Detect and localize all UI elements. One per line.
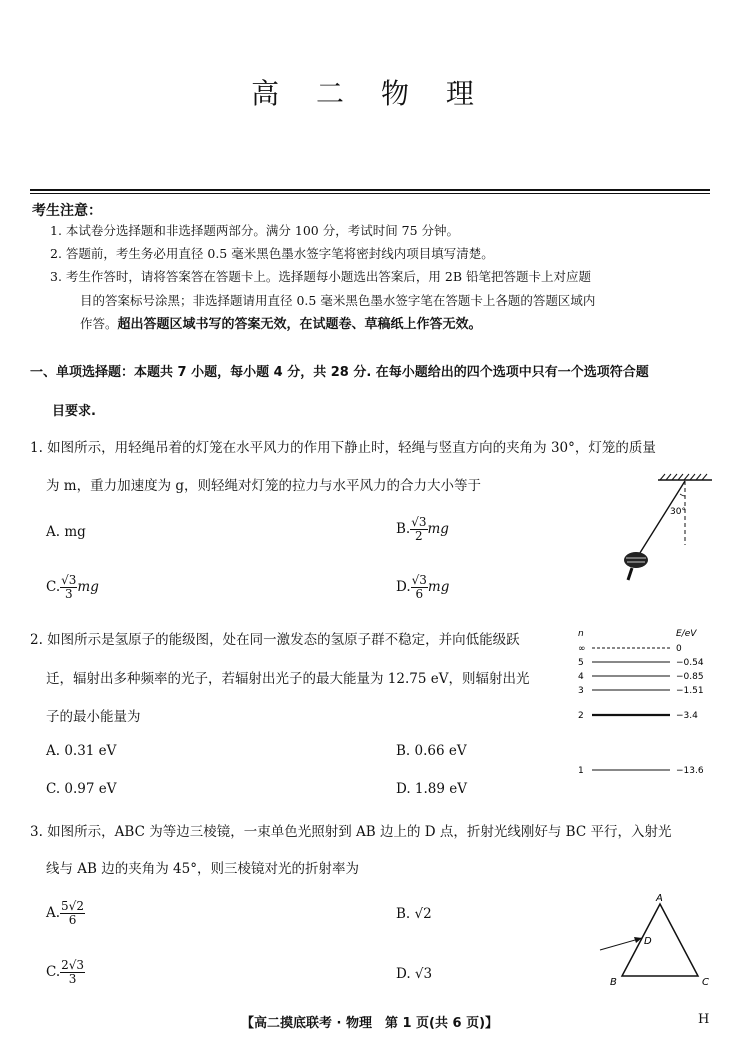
q3-label-d: D (644, 936, 652, 947)
paper-version-code: H (698, 1012, 710, 1027)
q2-level-energy-label: 0 (676, 644, 682, 654)
q1-option-c-label: C. (46, 579, 61, 595)
q3-label-a: A (656, 893, 663, 904)
q1-option-b-denominator: 2 (415, 529, 423, 543)
q2-n-header: n (578, 629, 584, 639)
q1-option-b (396, 516, 449, 543)
q3-stem-line-1: 3. 如图所示，ABC 为等边三棱镜，一束单色光照射到 AB 边上的 D 点，折射光线刚好与 BC 平行，入射光 (30, 824, 672, 840)
q1-option-c (46, 574, 99, 601)
q2-stem-line-3: 子的最小能量为 (46, 709, 141, 725)
q2-level-n-label: 1 (578, 766, 584, 776)
notice-item-3-line-2: 目的答案标号涂黑；非选择题请用直径 0.5 毫米黑色墨水签字笔在答题卡上各题的答题区域内 (80, 293, 596, 308)
q1-option-d (396, 574, 449, 601)
q1-option-d-tail: mg (427, 579, 450, 595)
q2-stem-line-1: 2. 如图所示是氢原子的能级图，处在同一激发态的氢原子群不稳定，并向低能级跃 (30, 632, 520, 648)
q3-option-a (46, 900, 85, 927)
q2-level-energy-label: −1.51 (676, 686, 704, 696)
q1-angle-arc (680, 494, 685, 496)
q3-option-a-label: A. (46, 905, 61, 921)
q1-option-b-tail: mg (427, 521, 449, 537)
q2-level-n-label: ∞ (578, 644, 586, 654)
q3-option-c-fraction (60, 959, 85, 986)
header-rule-thin (30, 193, 710, 194)
q1-option-b-label: B. (396, 521, 411, 537)
q2-energy-level-diagram (572, 624, 722, 780)
q1-angle-label: 30° (670, 507, 686, 517)
section-1-heading-line-2: 目要求. (52, 404, 96, 419)
q1-lantern (624, 552, 648, 580)
q3-option-b: B. √2 (396, 906, 432, 922)
q1-stem-line-1: 1. 如图所示，用轻绳吊着的灯笼在水平风力的作用下静止时，轻绳与竖直方向的夹角为 30°，灯笼的质量 (30, 440, 656, 456)
q1-option-b-numerator: √3 (411, 515, 427, 529)
notice-item-1: 1. 本试卷分选择题和非选择题两部分。满分 100 分，考试时间 75 分钟。 (50, 223, 460, 238)
q1-option-b-fraction (410, 516, 427, 543)
q3-option-a-denominator: 6 (68, 913, 77, 927)
q2-level-energy-label: −0.85 (676, 672, 704, 682)
q2-e-header: E/eV (676, 629, 697, 639)
q3-option-d: D. √3 (396, 966, 433, 982)
q1-ceiling-hatch (660, 474, 707, 480)
notice-item-3-line-1: 3. 考生作答时，请将答案答在答题卡上。选择题每小题选出答案后，用 2B 铅笔把答题卡上对应题 (50, 269, 591, 284)
q1-lantern-figure (610, 470, 720, 585)
q2-option-c: C. 0.97 eV (46, 781, 117, 797)
notice-heading: 考生注意： (32, 203, 102, 219)
q3-label-b: B (610, 977, 617, 988)
q2-levels (578, 644, 704, 776)
header-rule-thick (30, 189, 710, 191)
q3-option-c-label: C. (46, 964, 61, 980)
q3-option-c (46, 959, 85, 986)
q3-stem-line-2: 线与 AB 边的夹角为 45°，则三棱镜对光的折射率为 (46, 861, 359, 877)
q2-level-energy-label: −13.6 (676, 766, 704, 776)
q2-option-a: A. 0.31 eV (46, 743, 117, 759)
page-footer: 【高二摸底联考 · 物理 第 1 页(共 6 页)】 (240, 1016, 499, 1031)
q1-option-c-tail: mg (77, 579, 99, 595)
q2-level-n-label: 2 (578, 711, 584, 721)
q3-label-c: C (702, 977, 709, 988)
q2-level-energy-label: −3.4 (676, 711, 698, 721)
notice-item-3-plain: 作答。 (80, 316, 118, 331)
page-title: 高 二 物 理 (251, 77, 488, 110)
q3-option-c-denominator: 3 (68, 972, 77, 986)
q3-option-c-numerator: 2√3 (61, 958, 85, 972)
q2-option-d: D. 1.89 eV (396, 781, 468, 797)
q2-stem-line-2: 迁，辐射出多种频率的光子，若辐射出光子的最大能量为 12.75 eV，则辐射出光 (46, 671, 530, 687)
q2-option-b: B. 0.66 eV (396, 743, 467, 759)
q1-option-c-numerator: √3 (61, 573, 77, 587)
q1-option-d-numerator: √3 (411, 573, 427, 587)
q2-level-n-label: 5 (578, 658, 584, 668)
q1-option-a: A. mg (46, 524, 86, 540)
q1-stem-line-2: 为 m，重力加速度为 g，则轻绳对灯笼的拉力与水平风力的合力大小等于 (46, 478, 482, 494)
notice-item-3-warning: 超出答题区域书写的答案无效，在试题卷、草稿纸上作答无效。 (117, 317, 482, 332)
q1-option-d-label: D. (396, 579, 411, 595)
q1-rope (638, 481, 685, 556)
q2-level-n-label: 3 (578, 686, 584, 696)
q2-level-n-label: 4 (578, 672, 584, 682)
q3-option-a-numerator: 5√2 (61, 899, 84, 913)
notice-item-3-line-3 (80, 313, 482, 336)
q1-option-d-denominator: 6 (415, 587, 424, 601)
q1-option-c-fraction (60, 574, 77, 601)
q1-option-d-fraction (411, 574, 428, 601)
section-1-heading-line-1: 一、单项选择题：本题共 7 小题，每小题 4 分，共 28 分. 在每小题给出的四个选项中只有一个选项符合题 (30, 365, 649, 380)
notice-item-2: 2. 答题前，考生务必用直径 0.5 毫米黑色墨水签字笔将密封线内项目填写清楚。 (50, 246, 494, 261)
q3-option-a-fraction (60, 900, 85, 927)
q1-option-c-denominator: 3 (64, 587, 73, 601)
q2-level-energy-label: −0.54 (676, 658, 704, 668)
q3-prism-figure (594, 890, 719, 990)
